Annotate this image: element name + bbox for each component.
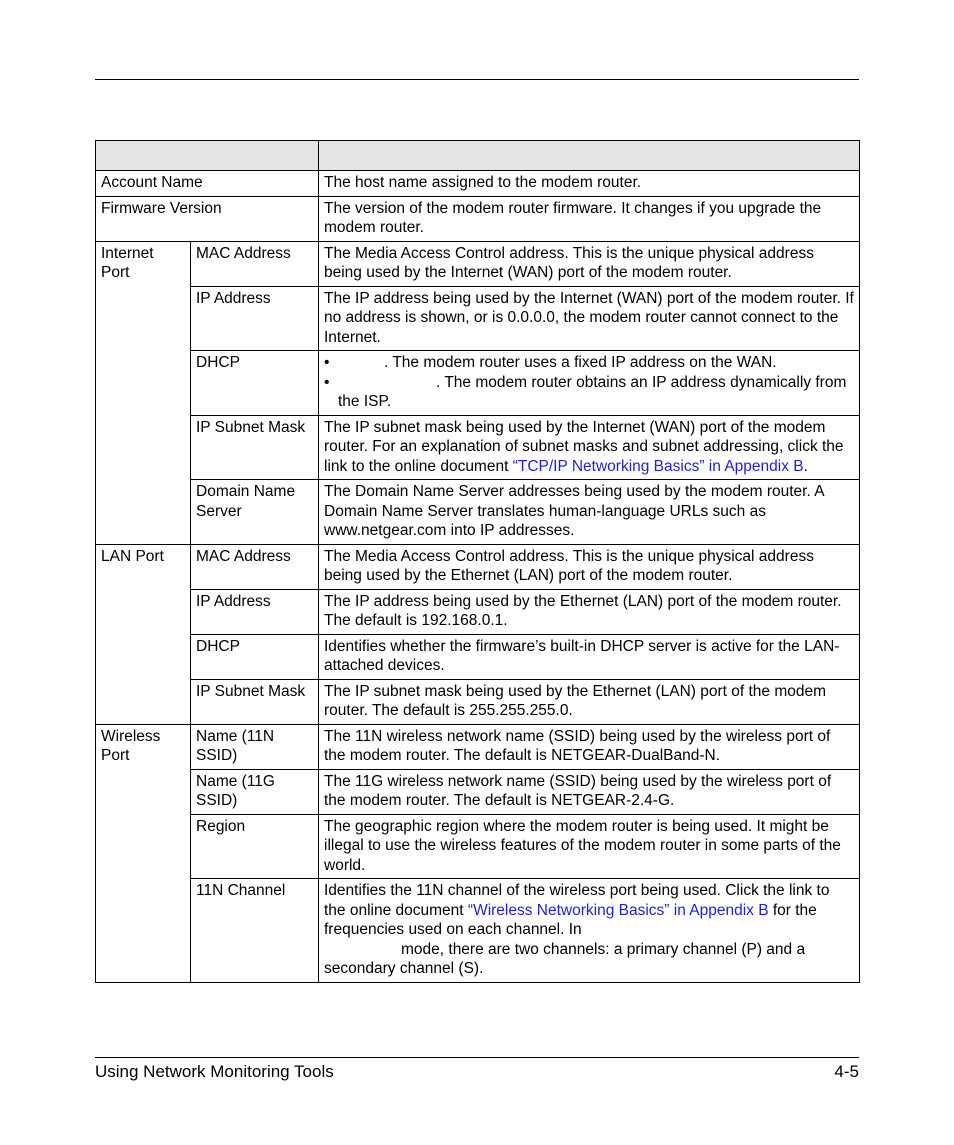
row-description: The host name assigned to the modem router.: [319, 171, 860, 197]
row-label: Firmware Version: [96, 196, 319, 241]
table-row: [96, 171, 860, 197]
table-header-description: [319, 141, 860, 171]
row-description: [319, 351, 860, 416]
table-row: [96, 286, 860, 351]
bullet-item: [324, 353, 854, 373]
row-description: Identifies whether the firmware’s built-in DHCP server is active for the LAN-attached devices.: [319, 634, 860, 679]
footer-page-number: 4-5: [834, 1062, 859, 1081]
row-label: Domain Name Server: [191, 480, 319, 545]
footer-rule: [95, 1057, 859, 1058]
row-description: The Media Access Control address. This is the unique physical address being used by the Ethernet (LAN) port of the modem router.: [319, 544, 860, 589]
table-row: [96, 724, 860, 769]
row-description: The IP address being used by the Internet (WAN) port of the modem router. If no address is shown, or is 0.0.0.0, the modem router cannot connect to the Internet.: [319, 286, 860, 351]
row-description: The geographic region where the modem router is being used. It might be illegal to use the wireless features of the modem router in some parts of the world.: [319, 814, 860, 879]
table-row: [96, 480, 860, 545]
bullet-item: [324, 373, 854, 412]
bullet-mark: •: [324, 354, 330, 371]
table-row: [96, 769, 860, 814]
table-row: [96, 544, 860, 589]
row-label: 11N Channel: [191, 879, 319, 983]
row-label: MAC Address: [191, 241, 319, 286]
table-row: [96, 879, 860, 983]
group-label-wireless-port: Wireless Port: [96, 724, 191, 982]
row-label: MAC Address: [191, 544, 319, 589]
row-description: The Media Access Control address. This is the unique physical address being used by the Internet (WAN) port of the modem router.: [319, 241, 860, 286]
description-text: for the frequencies used on each channel. In: [324, 901, 817, 938]
router-status-table: [95, 140, 860, 983]
tcpip-basics-link[interactable]: “TCP/IP Networking Basics” in Appendix B: [512, 457, 804, 475]
row-label: Account Name: [96, 171, 319, 197]
row-description: The 11G wireless network name (SSID) being used by the wireless port of the modem router. The default is NETGEAR-2.4-G.: [319, 769, 860, 814]
row-label: IP Subnet Mask: [191, 415, 319, 480]
bullet-text: . The modem router obtains an IP address dynamically from the ISP.: [338, 373, 847, 410]
row-description: The 11N wireless network name (SSID) being used by the wireless port of the modem router. The default is NETGEAR-DualBand-N.: [319, 724, 860, 769]
bullet-mark: •: [324, 373, 330, 391]
description-text: Identifies the 11N channel of the wireless port being used. Click the link to the online document: [324, 882, 830, 919]
row-label: DHCP: [191, 351, 319, 416]
table-header-row: [96, 141, 860, 171]
table-row: [96, 679, 860, 724]
row-description: The IP address being used by the Ethernet (LAN) port of the modem router. The default is 192.168.0.1.: [319, 589, 860, 634]
row-label: IP Address: [191, 286, 319, 351]
footer-chapter-title: Using Network Monitoring Tools: [95, 1062, 334, 1081]
row-label: Name (11N SSID): [191, 724, 319, 769]
row-label: Region: [191, 814, 319, 879]
table-row: [96, 196, 860, 241]
row-description: [319, 415, 860, 480]
group-label-internet-port: Internet Port: [96, 241, 191, 544]
table-row: [96, 589, 860, 634]
group-label-lan-port: LAN Port: [96, 544, 191, 724]
bullet-text: . The modem router uses a fixed IP address on the WAN.: [384, 354, 777, 371]
table-row: [96, 814, 860, 879]
table-row: [96, 241, 860, 286]
row-description: The Domain Name Server addresses being used by the modem router. A Domain Name Server translates human-language URLs such as www.netgear.com into IP addresses.: [319, 480, 860, 545]
table-row: [96, 415, 860, 480]
row-label: IP Subnet Mask: [191, 679, 319, 724]
wireless-basics-link[interactable]: “Wireless Networking Basics” in Appendix B: [467, 901, 769, 919]
row-label: IP Address: [191, 589, 319, 634]
table-header-item: [96, 141, 319, 171]
row-label: Name (11G SSID): [191, 769, 319, 814]
row-label: DHCP: [191, 634, 319, 679]
table-row: [96, 351, 860, 416]
description-text: .: [803, 457, 808, 475]
description-text: The IP subnet mask being used by the Internet (WAN) port of the modem router. For an explanation of subnet masks and subnet addressing, click the link to the online document: [324, 418, 844, 475]
row-description: The IP subnet mask being used by the Ethernet (LAN) port of the modem router. The default is 255.255.255.0.: [319, 679, 860, 724]
description-text: mode, there are two channels: a primary channel (P) and a secondary channel (S).: [324, 940, 806, 977]
row-description: [319, 879, 860, 983]
row-description: The version of the modem router firmware. It changes if you upgrade the modem router.: [319, 196, 860, 241]
table-row: [96, 634, 860, 679]
header-rule: [95, 79, 859, 80]
